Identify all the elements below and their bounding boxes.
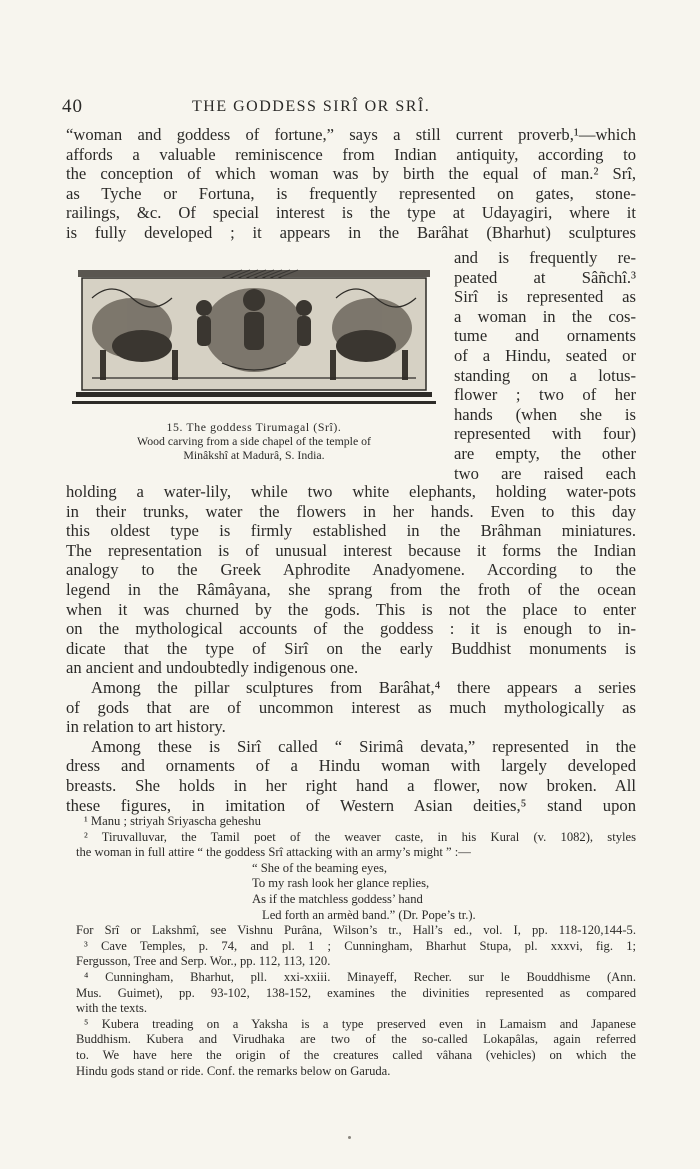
- text-line: tume and ornaments: [454, 326, 636, 346]
- text-line: and is frequently re-: [454, 248, 636, 267]
- text-line: affords a valuable reminiscence from Indian antiquity, according to: [66, 144, 636, 164]
- text-line: hands (when she is: [454, 404, 636, 424]
- text-line: flower ; two of her: [454, 385, 636, 405]
- caption-line: Wood carving from a side chapel of the temple of: [137, 434, 371, 448]
- text-line: legend in the Râmâyana, she sprang from the froth of the ocean: [66, 579, 636, 599]
- footnotes: [76, 814, 636, 1079]
- text-line: is fully developed ; it appears in the Barâhat (Bharhut) sculptures: [66, 222, 636, 242]
- text-line: this oldest type is firmly established in the Brâhman miniatures.: [66, 521, 636, 541]
- text-line: analogy to the Greek Aphrodite Anadyomene. According to the: [66, 560, 636, 580]
- text-line: two are raised each: [454, 463, 636, 483]
- text-line: Sirî is represented as: [454, 287, 636, 307]
- text-line: represented with four): [454, 424, 636, 444]
- text-line: “woman and goddess of fortune,” says a still current proverb,¹—which: [66, 125, 636, 144]
- footnote-2: ² Tiruvalluvar, the Tamil poet of the weaver caste, in his Kural (v. 1082), styles: [84, 829, 636, 844]
- page-mark: [348, 1136, 351, 1139]
- body-text-beside-figure: [454, 248, 636, 483]
- text-line: peated at Sâñchî.³: [454, 267, 636, 287]
- footnote-line: Mus. Guimet), pp. 93-102, 138-152, examines the divinities represented as compared: [76, 985, 636, 1000]
- text-line: dicate that the type of Sirî on the early Buddhist monuments is: [66, 638, 636, 658]
- footnote-line: the woman in full attire “ the goddess Srî attacking with an army’s might ” :—: [76, 845, 471, 860]
- caption-line: Minâkshî at Madurâ, S. India.: [183, 448, 325, 462]
- text-line: are empty, the other: [454, 443, 636, 463]
- footnote-line: Buddhism. Kubera and Virudhaka are two of the so-called Lokapâlas, again referred: [76, 1032, 636, 1047]
- caption-line: 15. The goddess Tirumagal (Srî).: [166, 420, 342, 434]
- footnote-line: For Srî or Lakshmî, see Vishnu Purâna, Wilson’s tr., Hall’s ed., vol. I, pp. 118-120,144-5.: [76, 923, 636, 938]
- wood-carving-illustration: [72, 268, 436, 410]
- verse-line: Led forth an armèd band.” (Dr. Pope’s tr.).: [262, 907, 476, 922]
- text-line: of a Hindu, seated or: [454, 345, 636, 365]
- verse-line: As if the matchless goddess’ hand: [252, 891, 423, 906]
- text-line: railings, &c. Of special interest is the type at Udayagiri, where it: [66, 203, 636, 223]
- text-line: an ancient and undoubtedly indigenous one.: [66, 658, 359, 678]
- text-line: Among the pillar sculptures from Barâhat,⁴ there appears a series: [91, 677, 636, 697]
- text-line: The representation is of unusual interest because it forms the Indian: [66, 540, 636, 560]
- footnote-line: Fergusson, Tree and Serp. Wor., pp. 112, 113, 120.: [76, 954, 331, 969]
- verse-line: “ She of the beaming eyes,: [252, 860, 387, 875]
- text-line: Among these is Sirî called “ Sirimâ devata,” represented in the: [91, 736, 636, 756]
- figure-caption: [72, 420, 436, 462]
- text-line: holding a water-lily, while two white elephants, holding water-pots: [66, 482, 636, 501]
- body-text-bottom: [66, 482, 636, 815]
- text-line: when it was churned by the gods. This is not the place to enter: [66, 599, 636, 619]
- text-line: standing on a lotus-: [454, 365, 636, 385]
- verse-line: To my rash look her glance replies,: [252, 876, 430, 891]
- text-line: breasts. She holds in her right hand a flower, now broken. All: [66, 775, 636, 795]
- footnote-line: to. We have here the origin of the creatures called vâhana (vehicles) on which the: [76, 1047, 636, 1062]
- text-line: in their trunks, water the flowers in her hands. Even to this day: [66, 501, 636, 521]
- page-number: 40: [62, 96, 83, 117]
- footnote-3: ³ Cave Temples, p. 74, and pl. 1 ; Cunningham, Bharhut Stupa, pl. xxxvi, fig. 1;: [84, 938, 636, 953]
- footnote-4: ⁴ Cunningham, Bharhut, pll. xxi-xxiii. Minayeff, Recher. sur le Bouddhisme (Ann.: [84, 969, 636, 984]
- text-line: in relation to art history.: [66, 717, 226, 737]
- text-line: of gods that are of uncommon interest as much mythologically as: [66, 697, 636, 717]
- text-line: dress and ornaments of a Hindu woman with largely developed: [66, 756, 636, 776]
- text-line: as Tyche or Fortuna, is frequently represented on gates, stone-: [66, 183, 636, 203]
- page-header: [62, 96, 637, 118]
- figure-15: [72, 268, 436, 462]
- body-text-top: [66, 125, 636, 243]
- footnote-1: ¹ Manu ; striyah Sriyascha geheshu: [84, 814, 261, 828]
- footnote-line: with the texts.: [76, 1001, 148, 1016]
- running-title: THE GODDESS SIRÎ OR SRÎ.: [192, 98, 431, 115]
- text-line: these figures, in imitation of Western Asian deities,⁵ stand upon: [66, 795, 636, 815]
- footnote-line: Hindu gods stand or ride. Conf. the remarks below on Garuda.: [76, 1063, 391, 1078]
- text-line: on the mythological accounts of the goddess : it is enough to in-: [66, 619, 636, 639]
- footnote-verse: [76, 861, 636, 923]
- text-line: a woman in the cos-: [454, 306, 636, 326]
- text-line: the conception of which woman was by birth the equal of man.² Srî,: [66, 164, 636, 184]
- footnote-5: ⁵ Kubera treading on a Yaksha is a type preserved even in Lamaism and Japanese: [84, 1016, 636, 1031]
